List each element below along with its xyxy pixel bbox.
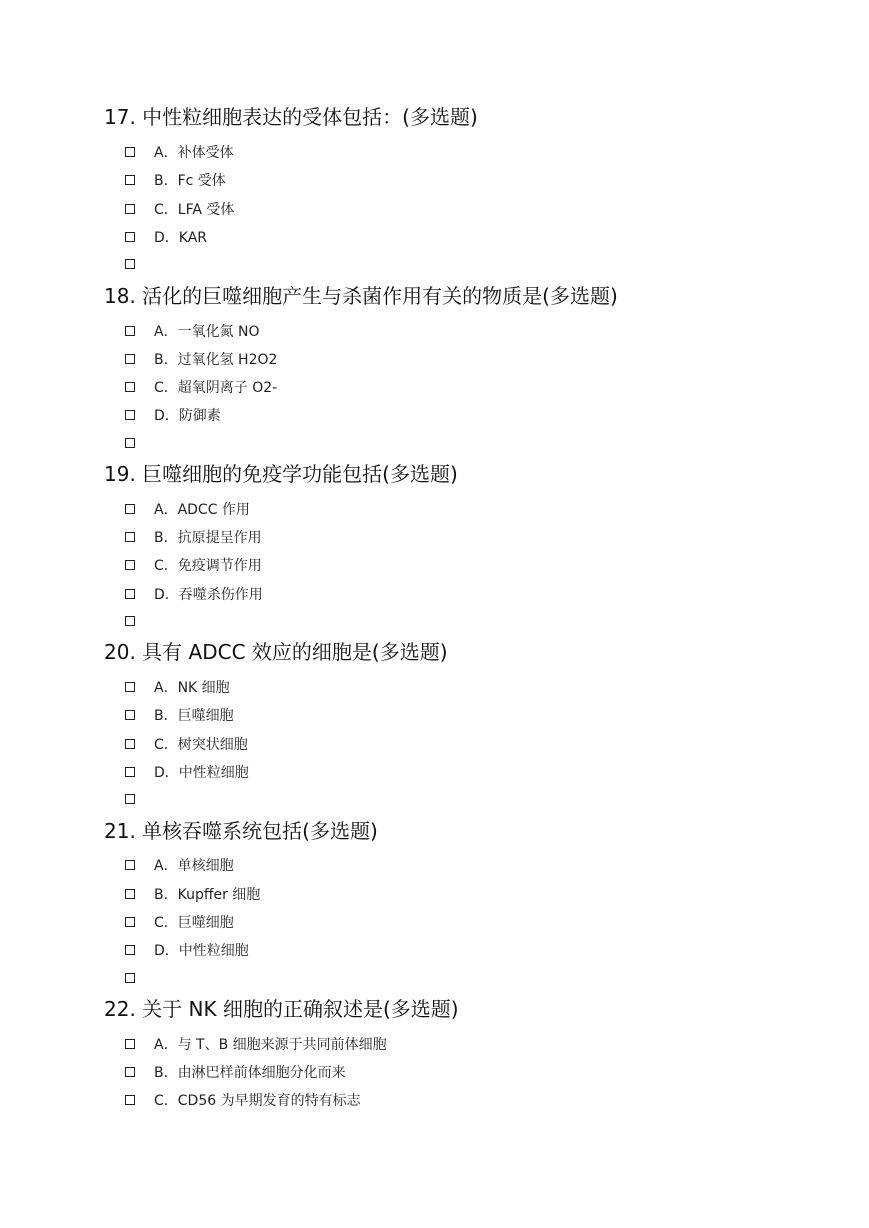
option-a[interactable] xyxy=(125,856,825,876)
checkbox[interactable] xyxy=(125,147,135,157)
option-label: D．中性粒细胞 xyxy=(154,943,249,959)
checkbox[interactable] xyxy=(125,175,135,185)
option-label: C．免疫调节作用 xyxy=(154,558,262,574)
checkbox[interactable] xyxy=(125,232,135,242)
option-empty[interactable] xyxy=(125,790,825,810)
checkbox[interactable] xyxy=(125,1067,135,1077)
option-label: C．树突状细胞 xyxy=(154,737,248,753)
option-label: B．抗原提呈作用 xyxy=(154,530,262,546)
option-label: A．NK 细胞 xyxy=(154,680,230,696)
option-c[interactable] xyxy=(125,378,825,398)
option-label: A．一氧化氮 NO xyxy=(154,324,260,340)
option-empty[interactable] xyxy=(125,434,825,454)
option-label: C．LFA 受体 xyxy=(154,202,235,218)
checkbox[interactable] xyxy=(125,259,135,269)
option-label: B．Kupffer 细胞 xyxy=(154,887,261,903)
option-label: B．由淋巴样前体细胞分化而来 xyxy=(154,1065,346,1081)
question-title: 17. 中性粒细胞表达的受体包括：(多选题) xyxy=(104,105,478,129)
option-b[interactable] xyxy=(125,350,825,370)
checkbox[interactable] xyxy=(125,616,135,626)
option-b[interactable] xyxy=(125,706,825,726)
checkbox[interactable] xyxy=(125,739,135,749)
option-label: B．Fc 受体 xyxy=(154,173,226,189)
question-title: 19. 巨噬细胞的免疫学功能包括(多选题) xyxy=(104,462,458,486)
option-label: C．超氧阴离子 O2- xyxy=(154,380,278,396)
checkbox[interactable] xyxy=(125,354,135,364)
checkbox[interactable] xyxy=(125,860,135,870)
checkbox[interactable] xyxy=(125,504,135,514)
checkbox[interactable] xyxy=(125,532,135,542)
option-b[interactable] xyxy=(125,171,825,191)
option-c[interactable] xyxy=(125,556,825,576)
option-label: C．CD56 为早期发育的特有标志 xyxy=(154,1093,361,1109)
checkbox[interactable] xyxy=(125,767,135,777)
option-label: A．与 T、B 细胞来源于共同前体细胞 xyxy=(154,1037,387,1053)
option-d[interactable] xyxy=(125,228,825,248)
option-empty[interactable] xyxy=(125,612,825,632)
option-c[interactable] xyxy=(125,913,825,933)
option-d[interactable] xyxy=(125,763,825,783)
checkbox[interactable] xyxy=(125,589,135,599)
option-a[interactable] xyxy=(125,1035,825,1055)
option-label: A．补体受体 xyxy=(154,145,234,161)
checkbox[interactable] xyxy=(125,889,135,899)
option-label: A．ADCC 作用 xyxy=(154,502,250,518)
option-b[interactable] xyxy=(125,885,825,905)
option-label: B．过氧化氢 H2O2 xyxy=(154,352,278,368)
checkbox[interactable] xyxy=(125,794,135,804)
question-title: 22. 关于 NK 细胞的正确叙述是(多选题) xyxy=(104,997,459,1021)
option-d[interactable] xyxy=(125,406,825,426)
option-label: C．巨噬细胞 xyxy=(154,915,234,931)
checkbox[interactable] xyxy=(125,917,135,927)
checkbox[interactable] xyxy=(125,438,135,448)
option-d[interactable] xyxy=(125,585,825,605)
option-empty[interactable] xyxy=(125,255,825,275)
question-title: 21. 单核吞噬系统包括(多选题) xyxy=(104,819,378,843)
option-a[interactable] xyxy=(125,143,825,163)
checkbox[interactable] xyxy=(125,945,135,955)
checkbox[interactable] xyxy=(125,410,135,420)
option-a[interactable] xyxy=(125,322,825,342)
checkbox[interactable] xyxy=(125,382,135,392)
option-label: B．巨噬细胞 xyxy=(154,708,234,724)
option-label: D．中性粒细胞 xyxy=(154,765,249,781)
checkbox[interactable] xyxy=(125,1039,135,1049)
option-label: D．KAR xyxy=(154,230,208,246)
checkbox[interactable] xyxy=(125,973,135,983)
checkbox[interactable] xyxy=(125,1095,135,1105)
question-title: 20. 具有 ADCC 效应的细胞是(多选题) xyxy=(104,640,448,664)
option-label: D．防御素 xyxy=(154,408,221,424)
option-b[interactable] xyxy=(125,528,825,548)
option-c[interactable] xyxy=(125,200,825,220)
option-empty[interactable] xyxy=(125,969,825,989)
option-d[interactable] xyxy=(125,941,825,961)
option-c[interactable] xyxy=(125,1091,825,1111)
question-title: 18. 活化的巨噬细胞产生与杀菌作用有关的物质是(多选题) xyxy=(104,284,618,308)
checkbox[interactable] xyxy=(125,326,135,336)
checkbox[interactable] xyxy=(125,682,135,692)
checkbox[interactable] xyxy=(125,710,135,720)
option-a[interactable] xyxy=(125,500,825,520)
checkbox[interactable] xyxy=(125,560,135,570)
option-c[interactable] xyxy=(125,735,825,755)
option-b[interactable] xyxy=(125,1063,825,1083)
checkbox[interactable] xyxy=(125,204,135,214)
option-label: A．单核细胞 xyxy=(154,858,234,874)
option-a[interactable] xyxy=(125,678,825,698)
option-label: D．吞噬杀伤作用 xyxy=(154,587,263,603)
